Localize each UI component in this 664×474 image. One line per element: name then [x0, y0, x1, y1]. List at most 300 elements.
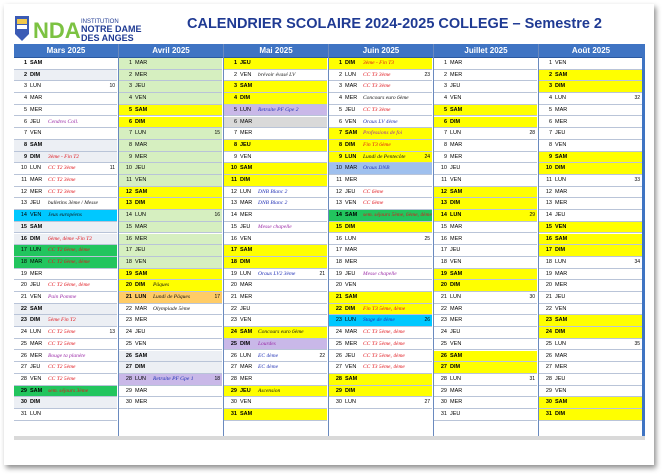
day-number: 16: [545, 235, 552, 242]
day-row[interactable]: [434, 304, 537, 316]
day-number: 17: [20, 247, 27, 254]
day-row[interactable]: [119, 280, 222, 292]
day-number: 22: [545, 305, 552, 312]
day-number: 19: [545, 270, 552, 277]
day-row[interactable]: [14, 234, 117, 246]
day-row[interactable]: [224, 234, 327, 246]
day-row[interactable]: [119, 210, 222, 222]
day-name: MAR: [450, 305, 463, 312]
day-number: 15: [20, 223, 27, 230]
day-number: 19: [335, 270, 342, 277]
day-event: DNB Blanc 2: [258, 200, 288, 207]
day-row[interactable]: [329, 210, 432, 222]
day-row[interactable]: [224, 93, 327, 105]
day-row[interactable]: [224, 198, 327, 210]
day-row[interactable]: [14, 269, 117, 281]
month-header: Avril 2025: [119, 44, 223, 58]
day-row[interactable]: [539, 327, 642, 339]
day-row[interactable]: [434, 327, 537, 339]
day-row[interactable]: [119, 152, 222, 164]
day-row[interactable]: [539, 292, 642, 304]
day-row[interactable]: [119, 315, 222, 327]
day-row[interactable]: [224, 374, 327, 386]
day-row[interactable]: [434, 163, 537, 175]
day-row[interactable]: [539, 163, 642, 175]
day-row[interactable]: [434, 175, 537, 187]
day-row[interactable]: [119, 257, 222, 269]
day-event: Stage de 4ème: [363, 317, 395, 324]
day-row[interactable]: [434, 409, 537, 421]
week-number: 24: [424, 153, 430, 160]
day-number: 16: [125, 235, 132, 242]
day-number: 22: [230, 305, 237, 312]
day-row[interactable]: [329, 374, 432, 386]
day-row[interactable]: [329, 93, 432, 105]
day-row[interactable]: [119, 187, 222, 199]
day-row[interactable]: [224, 304, 327, 316]
day-row[interactable]: [119, 58, 222, 70]
day-row[interactable]: [119, 70, 222, 82]
day-row[interactable]: [434, 81, 537, 93]
day-number: 2: [443, 71, 447, 78]
day-name: DIM: [135, 282, 146, 289]
day-number: 25: [335, 340, 342, 347]
day-name: DIM: [555, 247, 566, 254]
day-number: 3: [338, 83, 342, 90]
day-row[interactable]: [224, 257, 327, 269]
day-number: 29: [440, 387, 447, 394]
day-row[interactable]: [119, 339, 222, 351]
day-name: LUN: [345, 317, 357, 324]
day-row[interactable]: [539, 386, 642, 398]
day-number: 11: [441, 177, 447, 183]
week-number: 31: [529, 375, 535, 382]
day-name: JEU: [135, 165, 146, 172]
day-number: 30: [440, 399, 447, 406]
day-row[interactable]: [434, 280, 537, 292]
day-event: Ascension: [258, 387, 281, 394]
day-row[interactable]: [434, 374, 537, 386]
day-row[interactable]: [539, 280, 642, 292]
day-row[interactable]: [119, 386, 222, 398]
day-name: VEN: [450, 95, 462, 102]
day-number: 29: [230, 387, 237, 394]
calendar-page: [4, 4, 654, 465]
day-row[interactable]: [329, 397, 432, 409]
day-row[interactable]: [224, 269, 327, 281]
day-name: MAR: [555, 188, 568, 195]
day-name: DIM: [555, 411, 566, 417]
day-row[interactable]: [329, 81, 432, 93]
day-row[interactable]: [329, 280, 432, 292]
day-row[interactable]: [329, 234, 432, 246]
day-row[interactable]: [119, 304, 222, 316]
day-name: VEN: [345, 118, 357, 125]
day-name: LUN: [555, 340, 567, 347]
day-number: 25: [20, 340, 27, 347]
day-row[interactable]: [434, 187, 537, 199]
day-number: 10: [125, 165, 132, 172]
day-row[interactable]: [119, 374, 222, 386]
day-row[interactable]: [14, 304, 117, 316]
day-name: LUN: [555, 258, 567, 265]
day-name: MER: [555, 282, 568, 289]
day-row[interactable]: [329, 70, 432, 82]
day-event: Bouge ta planète: [48, 352, 86, 359]
day-number: 12: [230, 188, 237, 195]
day-row[interactable]: [329, 140, 432, 152]
day-row[interactable]: [14, 409, 117, 421]
day-number: 8: [338, 141, 342, 148]
day-row[interactable]: [224, 70, 327, 82]
day-name: VEN: [450, 340, 462, 347]
day-row[interactable]: [14, 245, 117, 257]
day-number: 14: [335, 212, 342, 219]
day-event: CC T2 5ème: [48, 340, 76, 347]
day-row[interactable]: [329, 128, 432, 140]
day-number: 26: [545, 352, 552, 359]
day-name: DIM: [345, 223, 356, 230]
month-column: [119, 44, 224, 436]
day-row[interactable]: [539, 397, 642, 409]
day-row[interactable]: [14, 257, 117, 269]
day-row[interactable]: [119, 140, 222, 152]
day-number: 10: [335, 165, 342, 172]
day-event: Lourdes: [258, 340, 276, 347]
day-number: 29: [20, 387, 27, 394]
day-row[interactable]: [224, 339, 327, 351]
day-number: 8: [128, 141, 132, 148]
day-row[interactable]: [434, 140, 537, 152]
day-row[interactable]: [224, 315, 327, 327]
day-row[interactable]: [539, 257, 642, 269]
day-number: 26: [230, 352, 237, 359]
day-row[interactable]: [119, 81, 222, 93]
day-row[interactable]: [119, 222, 222, 234]
day-row[interactable]: [539, 234, 642, 246]
day-name: DIM: [345, 141, 356, 148]
day-row[interactable]: [224, 58, 327, 70]
day-row[interactable]: [539, 140, 642, 152]
day-row[interactable]: [119, 397, 222, 409]
day-row[interactable]: [14, 105, 117, 117]
day-row[interactable]: [329, 339, 432, 351]
day-row[interactable]: [434, 269, 537, 281]
day-row[interactable]: [329, 386, 432, 398]
day-name: SAM: [135, 270, 148, 277]
day-row[interactable]: [14, 280, 117, 292]
day-row[interactable]: [329, 315, 432, 327]
day-row[interactable]: [539, 81, 642, 93]
day-row[interactable]: [539, 128, 642, 140]
day-row[interactable]: [224, 81, 327, 93]
day-row[interactable]: [14, 315, 117, 327]
day-name: MAR: [555, 352, 568, 359]
day-number: 7: [548, 130, 552, 137]
day-row[interactable]: [539, 152, 642, 164]
day-row[interactable]: [434, 210, 537, 222]
day-row[interactable]: [14, 128, 117, 140]
day-row[interactable]: [434, 234, 537, 246]
day-row[interactable]: [329, 245, 432, 257]
day-number: 19: [20, 270, 27, 277]
day-name: SAM: [135, 188, 148, 195]
day-row[interactable]: [539, 339, 642, 351]
day-row[interactable]: [14, 327, 117, 339]
day-name: JEU: [240, 60, 251, 66]
day-row[interactable]: [434, 386, 537, 398]
day-row[interactable]: [539, 105, 642, 117]
day-row[interactable]: [434, 222, 537, 234]
day-row[interactable]: [224, 187, 327, 199]
day-row[interactable]: [539, 304, 642, 316]
day-row[interactable]: [539, 222, 642, 234]
day-row[interactable]: [434, 117, 537, 129]
day-row[interactable]: [14, 70, 117, 82]
day-number: 21: [230, 294, 237, 300]
day-number: 18: [20, 258, 27, 265]
day-row[interactable]: [434, 152, 537, 164]
day-event: Cendres Coll.: [48, 118, 79, 125]
day-row[interactable]: [329, 351, 432, 363]
day-number: 15: [230, 223, 237, 230]
day-row[interactable]: [434, 351, 537, 363]
day-number: 16: [20, 235, 27, 242]
day-name: LUN: [30, 247, 42, 254]
day-row[interactable]: [119, 105, 222, 117]
day-row[interactable]: [329, 292, 432, 304]
day-row[interactable]: [329, 269, 432, 281]
day-row[interactable]: [539, 409, 642, 421]
day-name: MAR: [450, 60, 463, 66]
day-number: 1: [548, 60, 552, 66]
day-name: JEU: [240, 305, 251, 312]
day-number: 3: [443, 83, 447, 90]
day-row[interactable]: [329, 105, 432, 117]
day-row[interactable]: [434, 292, 537, 304]
day-number: 25: [440, 340, 447, 347]
day-name: MER: [135, 399, 148, 406]
day-row[interactable]: [329, 327, 432, 339]
day-row[interactable]: [224, 327, 327, 339]
day-row[interactable]: [224, 140, 327, 152]
day-row[interactable]: [329, 362, 432, 374]
day-row[interactable]: [539, 187, 642, 199]
day-row[interactable]: [224, 397, 327, 409]
day-row[interactable]: [119, 175, 222, 187]
day-row[interactable]: [224, 292, 327, 304]
day-row[interactable]: [539, 93, 642, 105]
day-row[interactable]: [14, 163, 117, 175]
day-row[interactable]: [224, 105, 327, 117]
day-row[interactable]: [14, 210, 117, 222]
day-row[interactable]: [434, 315, 537, 327]
day-row[interactable]: [14, 374, 117, 386]
day-number: 10: [230, 165, 237, 172]
day-event: CC T2 6ème, 4ème: [48, 282, 90, 289]
day-row[interactable]: [14, 58, 117, 70]
day-row[interactable]: [434, 105, 537, 117]
day-row[interactable]: [434, 245, 537, 257]
day-row[interactable]: [329, 117, 432, 129]
day-number: 9: [338, 153, 342, 160]
day-row[interactable]: [224, 280, 327, 292]
day-row[interactable]: [329, 163, 432, 175]
day-row[interactable]: [539, 117, 642, 129]
day-row[interactable]: [14, 292, 117, 304]
week-number: 28: [529, 130, 535, 137]
day-row[interactable]: [434, 397, 537, 409]
day-row[interactable]: [539, 245, 642, 257]
day-row[interactable]: [119, 362, 222, 374]
day-row[interactable]: [434, 58, 537, 70]
day-event: CC T3 3ème: [363, 106, 391, 113]
day-row[interactable]: [14, 140, 117, 152]
day-row[interactable]: [224, 386, 327, 398]
day-number: 30: [230, 399, 237, 406]
day-number: 17: [440, 247, 447, 254]
day-row[interactable]: [539, 269, 642, 281]
day-name: LUN: [135, 375, 147, 382]
day-number: 28: [125, 375, 132, 382]
day-row[interactable]: [224, 409, 327, 421]
day-number: 6: [548, 118, 552, 125]
week-number: 16: [214, 212, 220, 219]
day-number: 15: [545, 223, 552, 230]
day-row[interactable]: [224, 128, 327, 140]
day-row[interactable]: [119, 292, 222, 304]
day-name: SAM: [345, 130, 358, 137]
day-row[interactable]: [224, 245, 327, 257]
day-row[interactable]: [14, 362, 117, 374]
day-row[interactable]: [434, 362, 537, 374]
day-event: Olympiade 5ème: [153, 305, 191, 312]
day-row[interactable]: [434, 128, 537, 140]
day-row[interactable]: [329, 187, 432, 199]
day-row[interactable]: [539, 362, 642, 374]
day-row[interactable]: [119, 327, 222, 339]
day-name: MAR: [135, 387, 148, 394]
day-row[interactable]: [329, 198, 432, 210]
day-row[interactable]: [329, 304, 432, 316]
day-number: 29: [545, 387, 552, 394]
day-row[interactable]: [539, 374, 642, 386]
day-row[interactable]: [119, 269, 222, 281]
day-name: DIM: [30, 399, 41, 406]
day-row[interactable]: [224, 117, 327, 129]
day-number: 21: [545, 294, 552, 300]
day-row[interactable]: [329, 257, 432, 269]
day-name: JEU: [555, 375, 566, 382]
day-event: CC T3 5ème, 4ème: [363, 340, 405, 347]
day-row[interactable]: [119, 117, 222, 129]
day-row[interactable]: [119, 245, 222, 257]
day-name: VEN: [135, 177, 147, 183]
day-row[interactable]: [539, 58, 642, 70]
day-number: 31: [20, 411, 27, 417]
day-event: Messe chapelle: [258, 223, 292, 230]
day-name: VEN: [555, 387, 567, 394]
day-row[interactable]: [329, 58, 432, 70]
day-name: DIM: [450, 200, 461, 207]
day-row[interactable]: [14, 397, 117, 409]
day-name: JEU: [345, 188, 356, 195]
day-row[interactable]: [14, 187, 117, 199]
day-name: JEU: [450, 411, 461, 417]
day-row[interactable]: [14, 117, 117, 129]
day-number: 27: [335, 364, 342, 371]
day-name: MER: [240, 212, 253, 219]
day-name: MAR: [240, 118, 253, 125]
day-row[interactable]: [224, 351, 327, 363]
day-row[interactable]: [14, 175, 117, 187]
day-row[interactable]: [119, 93, 222, 105]
day-row[interactable]: [224, 163, 327, 175]
day-row[interactable]: [14, 81, 117, 93]
day-row[interactable]: [14, 152, 117, 164]
day-row[interactable]: [224, 222, 327, 234]
day-row[interactable]: [119, 234, 222, 246]
day-number: 9: [233, 153, 237, 160]
day-row[interactable]: [329, 222, 432, 234]
day-name: VEN: [345, 364, 357, 371]
day-row[interactable]: [329, 175, 432, 187]
day-row[interactable]: [539, 70, 642, 82]
day-row[interactable]: [14, 386, 117, 398]
day-row[interactable]: [224, 210, 327, 222]
day-row[interactable]: [119, 163, 222, 175]
day-row[interactable]: [434, 257, 537, 269]
day-row[interactable]: [224, 152, 327, 164]
day-row[interactable]: [434, 93, 537, 105]
day-number: 8: [23, 141, 27, 148]
day-row[interactable]: [14, 339, 117, 351]
day-name: JEU: [240, 387, 251, 394]
day-number: 7: [338, 130, 342, 137]
day-row[interactable]: [539, 351, 642, 363]
day-row[interactable]: [119, 198, 222, 210]
day-row[interactable]: [14, 93, 117, 105]
day-row[interactable]: [14, 351, 117, 363]
day-name: LUN: [345, 71, 357, 78]
month-column: [434, 44, 539, 436]
day-name: MAR: [240, 364, 253, 371]
day-row[interactable]: [539, 198, 642, 210]
day-number: 16: [440, 235, 447, 242]
day-name: MER: [135, 317, 148, 324]
day-number: 9: [548, 153, 552, 160]
day-name: JEU: [555, 294, 566, 300]
day-event: Fin T3 5ème, 4ème: [363, 305, 406, 312]
day-row[interactable]: [434, 339, 537, 351]
day-row[interactable]: [539, 175, 642, 187]
day-number: 17: [545, 247, 552, 254]
day-row[interactable]: [434, 198, 537, 210]
day-row[interactable]: [224, 362, 327, 374]
day-event: CC T2 6ème, 4ème: [48, 258, 90, 265]
day-row[interactable]: [119, 128, 222, 140]
day-name: LUN: [240, 270, 252, 277]
day-row[interactable]: [539, 210, 642, 222]
day-name: DIM: [450, 364, 461, 371]
day-row[interactable]: [329, 152, 432, 164]
day-row[interactable]: [14, 222, 117, 234]
day-row[interactable]: [14, 198, 117, 210]
day-row[interactable]: [119, 351, 222, 363]
day-row[interactable]: [539, 315, 642, 327]
day-row[interactable]: [224, 175, 327, 187]
day-row[interactable]: [434, 70, 537, 82]
